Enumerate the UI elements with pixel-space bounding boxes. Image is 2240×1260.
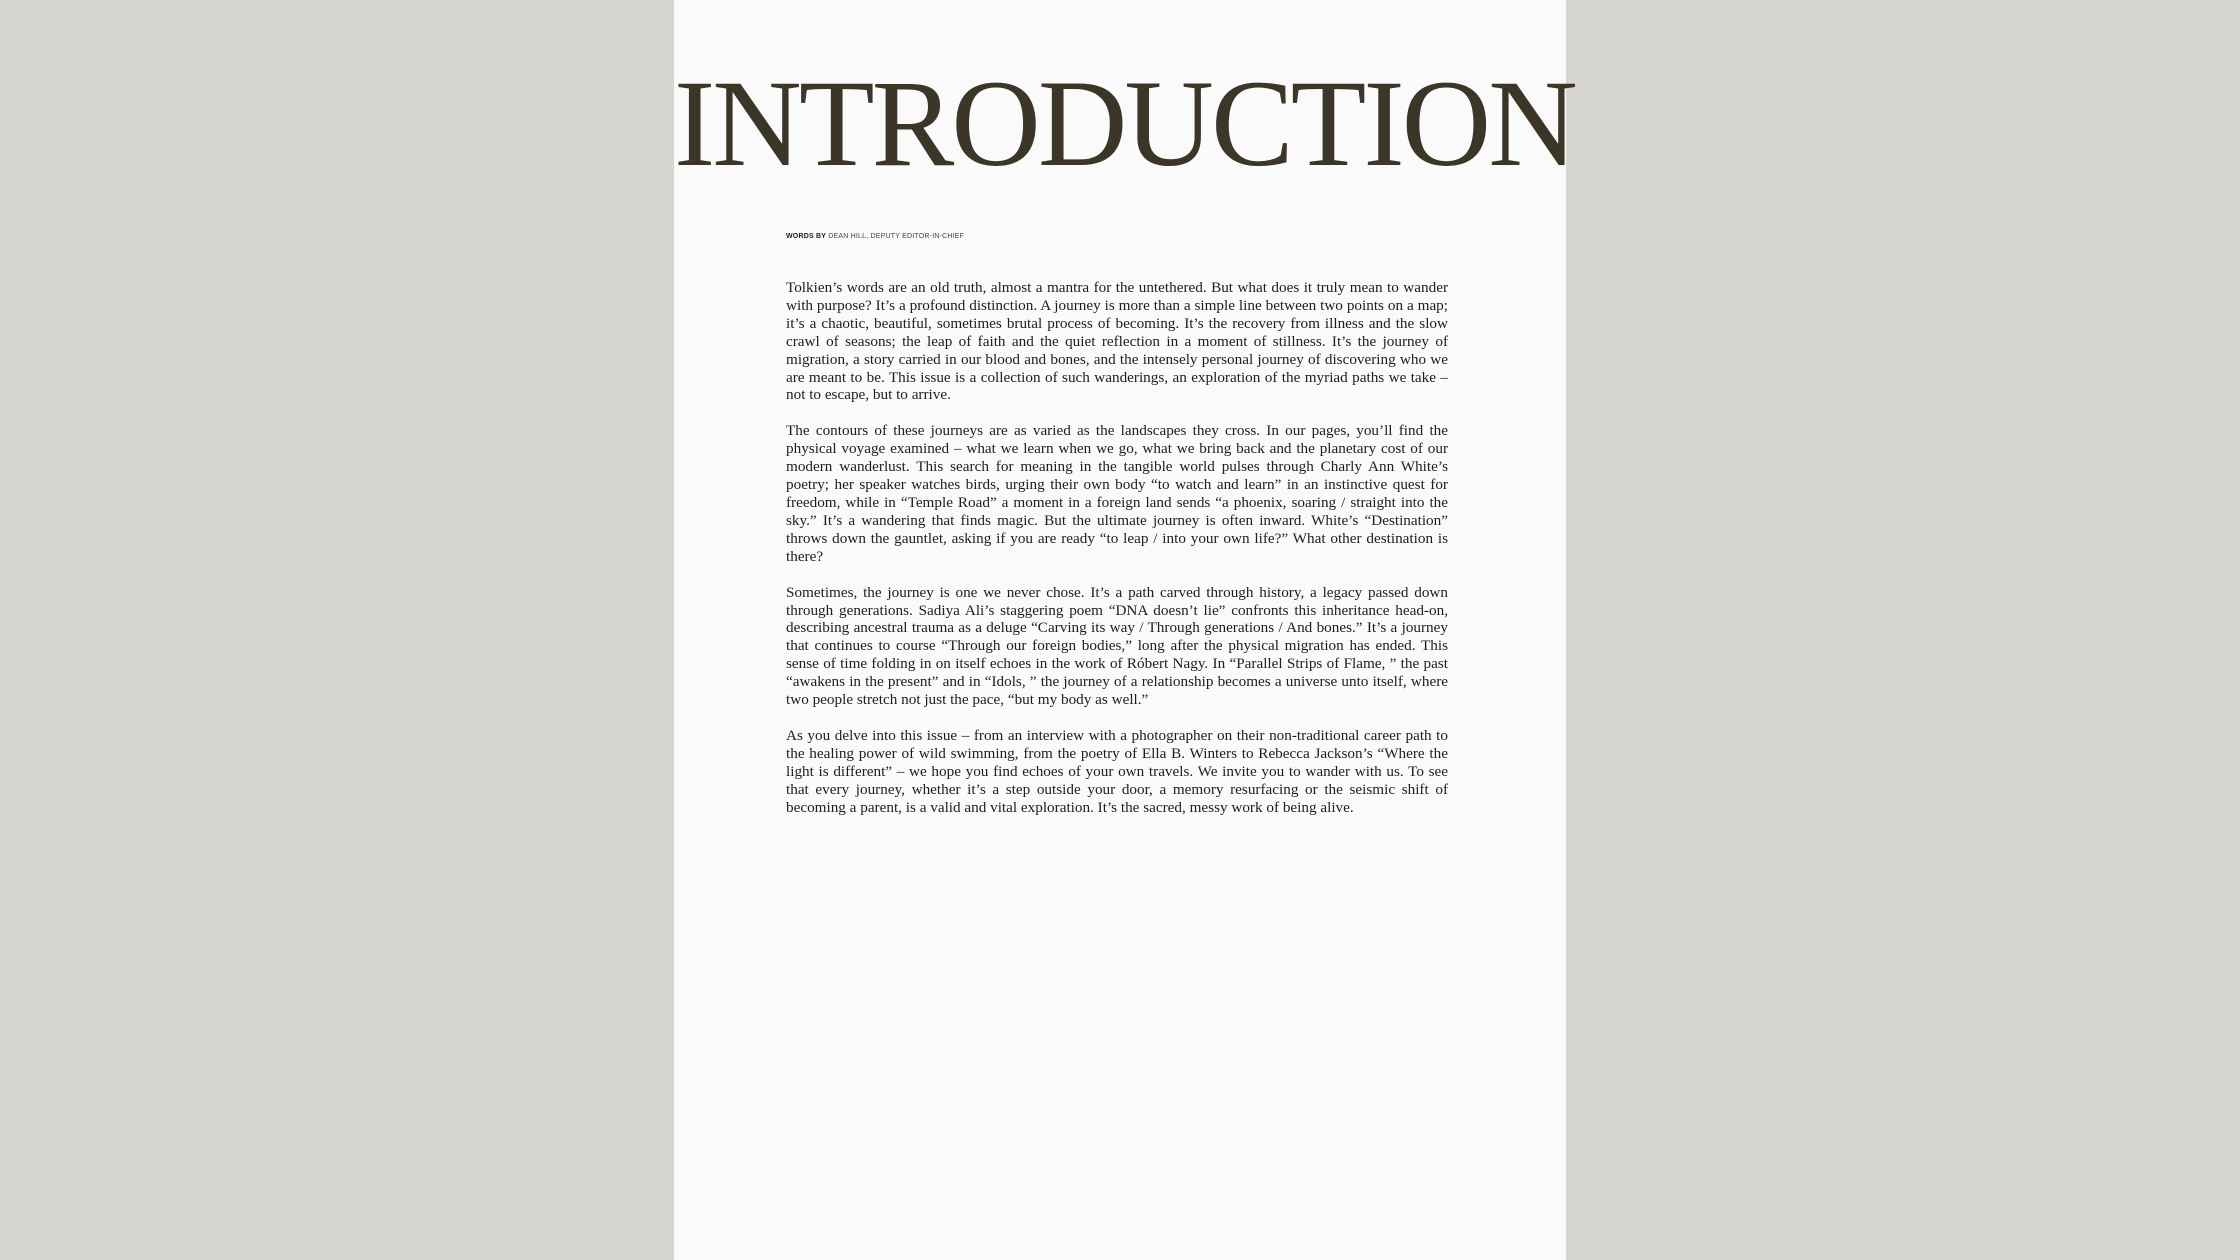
paragraph-4: As you delve into this issue – from an interview with a photographer on their non-traditional career path to the healing power of wild swimming, from the poetry of Ella B. Winters to Rebecca Jackson’s “Where the light is different” – we hope you find echoes of your own travels. We invite you to wander with us. To see that every journey, whether it’s a step outside your door, a memory resurfacing or the seismic shift of becoming a parent, is a valid and vital exploration. It’s the sacred, messy work of being alive.: [786, 726, 1448, 816]
page-title: INTRODUCTION: [674, 55, 1575, 192]
magazine-page: [674, 0, 1575, 1260]
byline-lead: WORDS BY: [786, 233, 827, 240]
byline: [786, 232, 964, 242]
paragraph-3: Sometimes, the journey is one we never chose. It’s a path carved through history, a legacy passed down through generations. Sadiya Ali’s staggering poem “DNA doesn’t lie” confronts this inheritance head-on, describing ancestral trauma as a deluge “Carving its way / Through generations / And bones.” It’s a journey that continues to course “Through our foreign bodies,” long after the physical migration has ended. This sense of time folding in on itself echoes in the work of Róbert Nagy. In “Parallel Strips of Flame, ” the past “awakens in the present” and in “Idols, ” the journey of a relationship becomes a universe unto itself, where two people stretch not just the pace, “but my body as well.”: [786, 583, 1448, 709]
article-body: [786, 279, 1448, 834]
paragraph-1: Tolkien’s words are an old truth, almost a mantra for the untethered. But what does it truly mean to wander with purpose? It’s a profound distinction. A journey is more than a simple line between two points on a map; it’s a chaotic, beautiful, sometimes brutal process of becoming. It’s the recovery from illness and the slow crawl of seasons; the leap of faith and the quiet reflection in a moment of stillness. It’s the journey of migration, a story carried in our blood and bones, and the intensely personal journey of discovering who we are meant to be. This issue is a collection of such wanderings, an exploration of the myriad paths we take – not to escape, but to arrive.: [786, 279, 1448, 404]
paragraph-2: The contours of these journeys are as varied as the landscapes they cross. In our pages, you’ll find the physical voyage examined – what we learn when we go, what we bring back and the planetary cost of our modern wanderlust. This search for meaning in the tangible world pulses through Charly Ann White’s poetry; her speaker watches birds, urging their own body “to watch and learn” in an instinctive quest for freedom, while in “Temple Road” a moment in a foreign land sends “a phoenix, soaring / straight into the sky.” It’s a wandering that finds magic. But the ultimate journey is often inward. White’s “Destination” throws down the gauntlet, asking if you are ready “to leap / into your own life?” What other destination is there?: [786, 422, 1448, 565]
byline-author: DEAN HILL, DEPUTY EDITOR-IN-CHIEF: [828, 233, 965, 240]
